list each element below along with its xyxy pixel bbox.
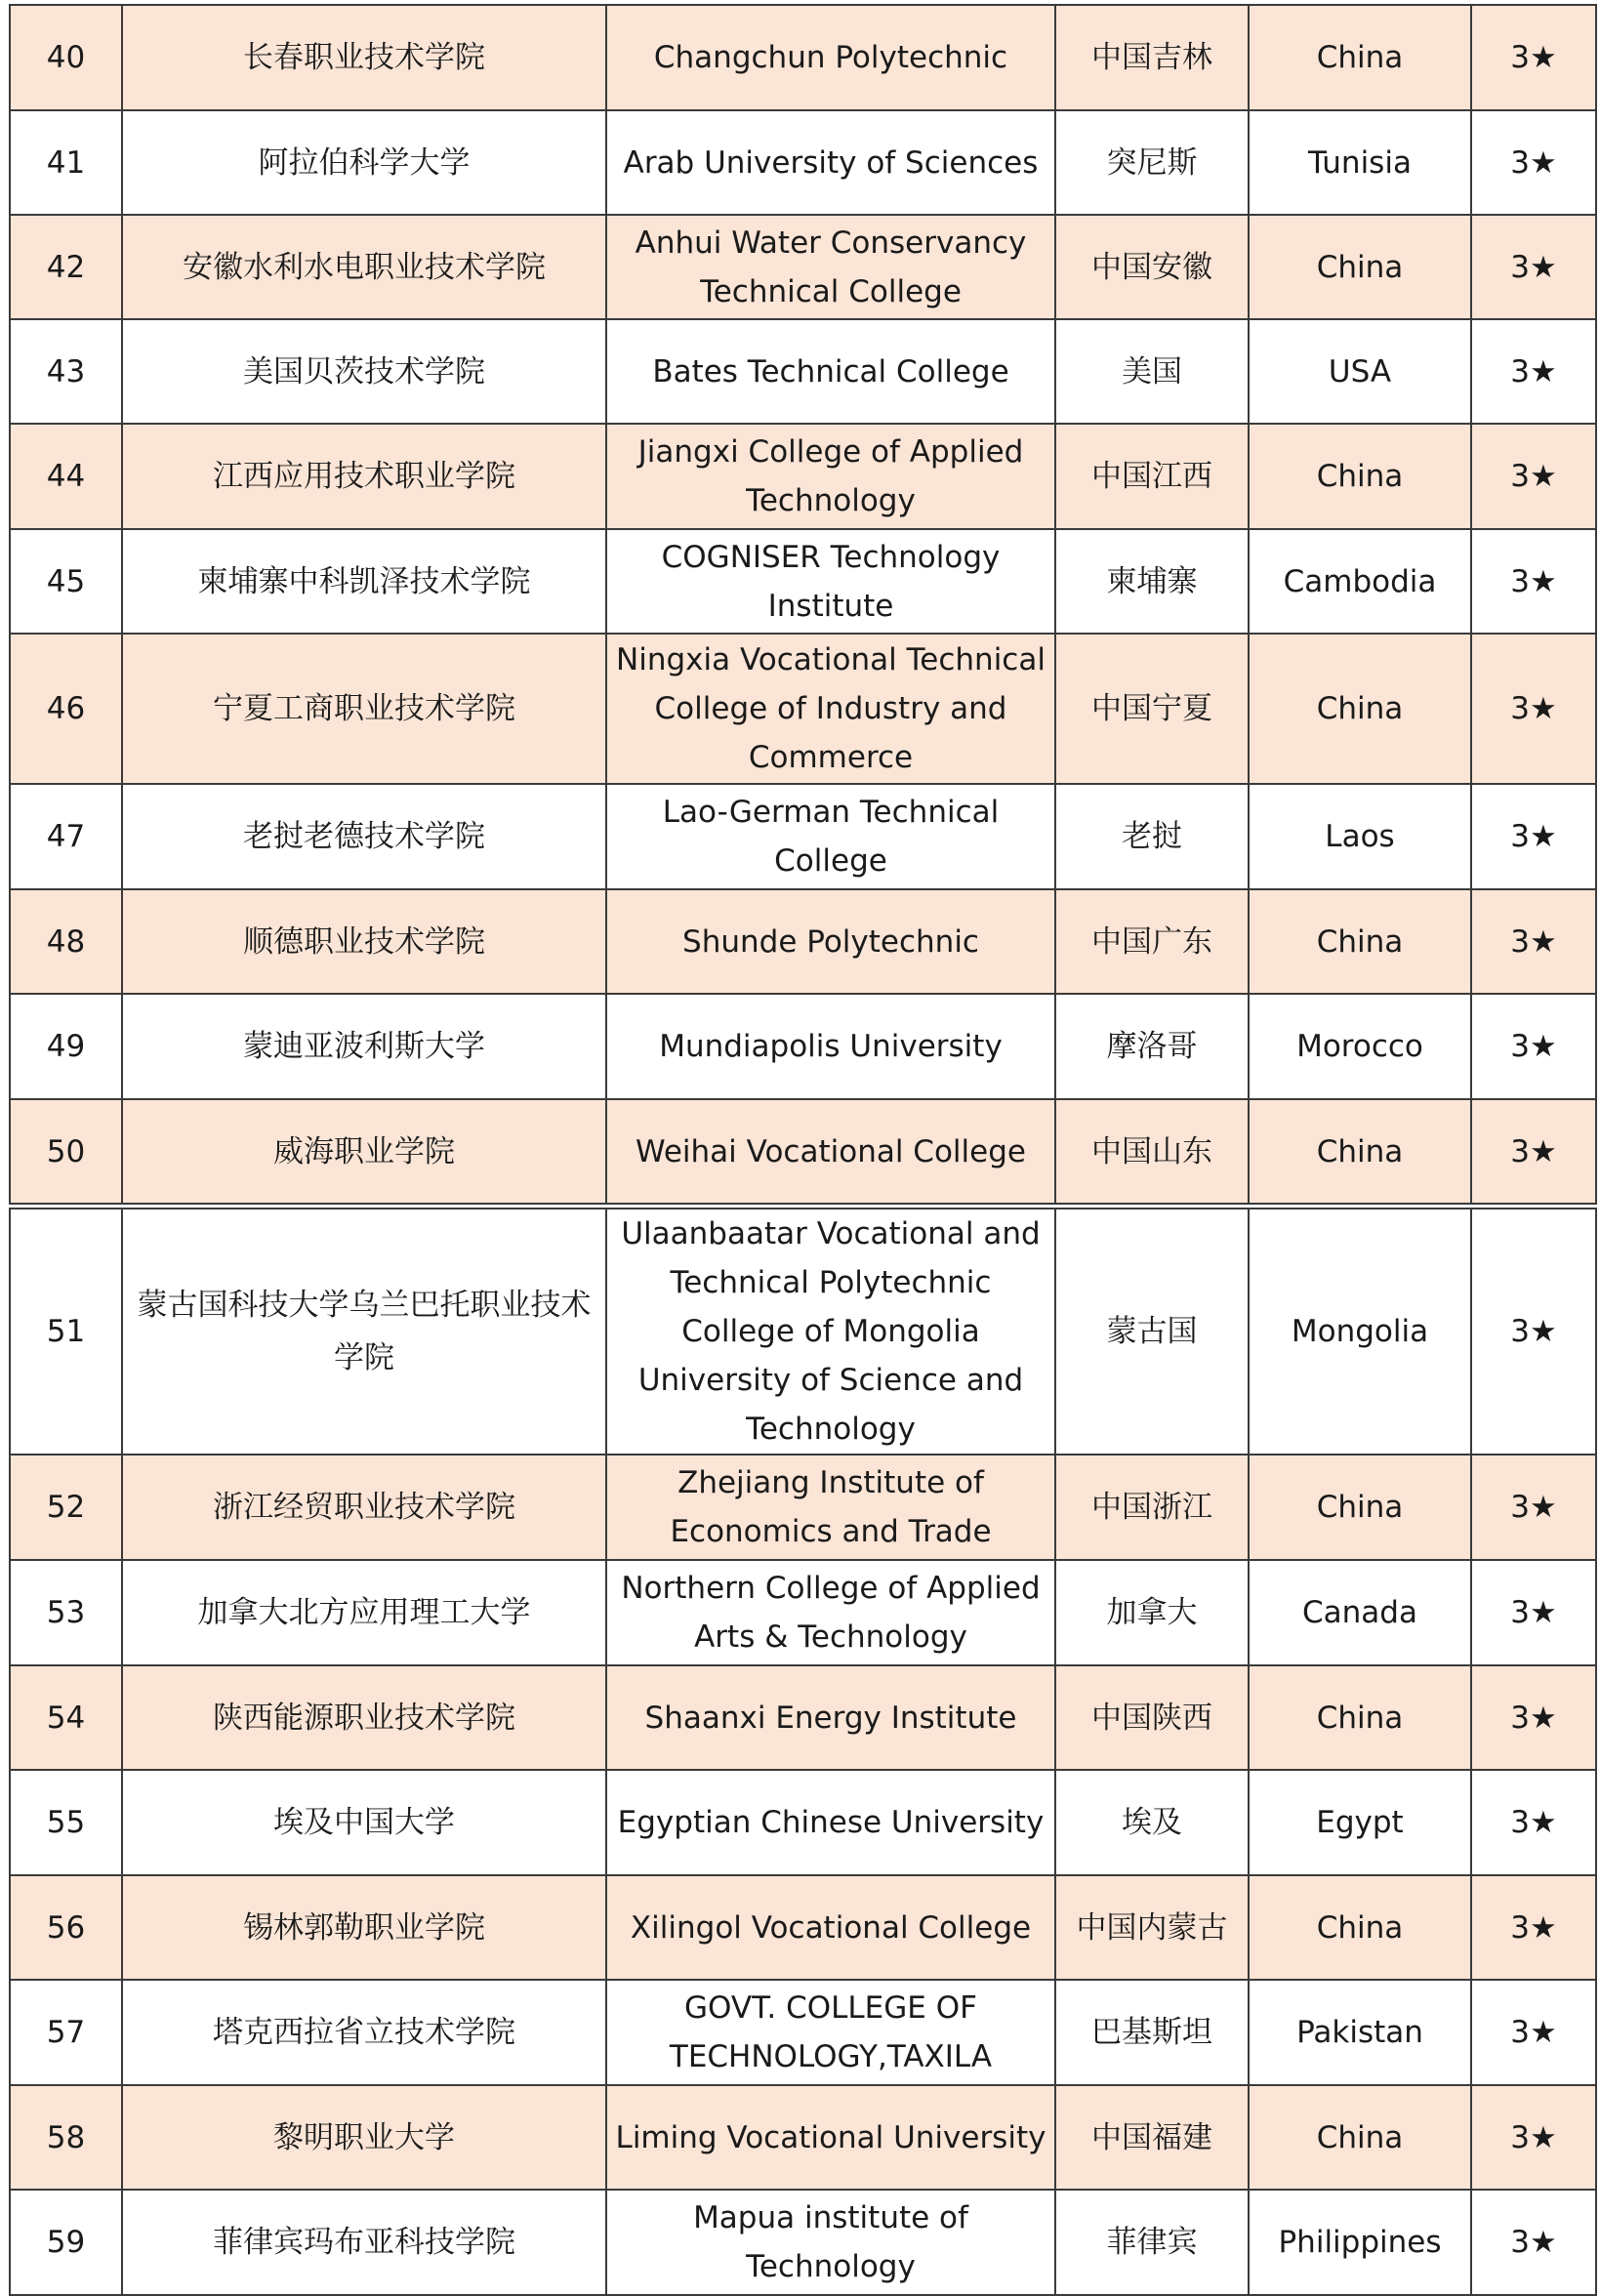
english-name-cell: Mundiapolis University [606,994,1055,1099]
rank-cell: 54 [10,1665,122,1770]
country-cell: Philippines [1249,2190,1471,2295]
country-cell: China [1249,2085,1471,2190]
country-cell: Morocco [1249,994,1471,1099]
table-row [10,784,1596,889]
english-name-cell: Lao-German Technical College [606,784,1055,889]
chinese-name-cell: 加拿大北方应用理工大学 [122,1560,606,1665]
stars-cell: 3★ [1471,110,1596,215]
stars-cell: 3★ [1471,319,1596,424]
table-row [10,889,1596,994]
chinese-name-cell: 塔克西拉省立技术学院 [122,1980,606,2085]
chinese-name-cell: 蒙古国科技大学乌兰巴托职业技术学院 [122,1209,606,1455]
location-cell: 突尼斯 [1055,110,1249,215]
location-cell: 中国江西 [1055,424,1249,529]
chinese-name-cell: 江西应用技术职业学院 [122,424,606,529]
stars-cell: 3★ [1471,1099,1596,1204]
table-row [10,1099,1596,1204]
chinese-name-cell: 顺德职业技术学院 [122,889,606,994]
location-cell: 中国内蒙古 [1055,1875,1249,1980]
stars-cell: 3★ [1471,529,1596,634]
chinese-name-cell: 柬埔寨中科凯泽技术学院 [122,529,606,634]
rank-cell: 46 [10,634,122,784]
country-cell: China [1249,1099,1471,1204]
table-row [10,424,1596,529]
country-cell: USA [1249,319,1471,424]
stars-cell: 3★ [1471,424,1596,529]
table-row [10,2190,1596,2295]
english-name-cell: Zhejiang Institute of Economics and Trade [606,1455,1055,1560]
ranking-table-body [10,5,1596,1204]
chinese-name-cell: 安徽水利水电职业技术学院 [122,215,606,319]
table-row [10,1980,1596,2085]
location-cell: 中国宁夏 [1055,634,1249,784]
rank-cell: 53 [10,1560,122,1665]
chinese-name-cell: 宁夏工商职业技术学院 [122,634,606,784]
table-row [10,634,1596,784]
location-cell: 中国广东 [1055,889,1249,994]
english-name-cell: Weihai Vocational College [606,1099,1055,1204]
english-name-cell: Northern College of Applied Arts & Technology [606,1560,1055,1665]
english-name-cell: Ningxia Vocational Technical College of Industry and Commerce [606,634,1055,784]
table-row [10,1770,1596,1875]
rank-cell: 44 [10,424,122,529]
stars-cell: 3★ [1471,1209,1596,1455]
table-row [10,994,1596,1099]
english-name-cell: Xilingol Vocational College [606,1875,1055,1980]
stars-cell: 3★ [1471,889,1596,994]
location-cell: 美国 [1055,319,1249,424]
english-name-cell: Anhui Water Conservancy Technical College [606,215,1055,319]
english-name-cell: Jiangxi College of Applied Technology [606,424,1055,529]
rank-cell: 43 [10,319,122,424]
english-name-cell: Arab University of Sciences [606,110,1055,215]
chinese-name-cell: 黎明职业大学 [122,2085,606,2190]
stars-cell: 3★ [1471,5,1596,110]
chinese-name-cell: 美国贝茨技术学院 [122,319,606,424]
location-cell: 柬埔寨 [1055,529,1249,634]
table-row [10,529,1596,634]
country-cell: China [1249,1665,1471,1770]
country-cell: China [1249,1455,1471,1560]
stars-cell: 3★ [1471,1875,1596,1980]
english-name-cell: Ulaanbaatar Vocational and Technical Polytechnic College of Mongolia University of Science and Technology [606,1209,1055,1455]
location-cell: 巴基斯坦 [1055,1980,1249,2085]
rank-cell: 42 [10,215,122,319]
ranking-table-part-1 [9,4,1597,1205]
table-row [10,1455,1596,1560]
location-cell: 摩洛哥 [1055,994,1249,1099]
chinese-name-cell: 埃及中国大学 [122,1770,606,1875]
stars-cell: 3★ [1471,1455,1596,1560]
rank-cell: 52 [10,1455,122,1560]
table-row [10,319,1596,424]
stars-cell: 3★ [1471,215,1596,319]
rank-cell: 55 [10,1770,122,1875]
rank-cell: 49 [10,994,122,1099]
location-cell: 菲律宾 [1055,2190,1249,2295]
rank-cell: 40 [10,5,122,110]
chinese-name-cell: 长春职业技术学院 [122,5,606,110]
stars-cell: 3★ [1471,994,1596,1099]
ranking-table-part-2 [9,1208,1597,2296]
english-name-cell: Changchun Polytechnic [606,5,1055,110]
country-cell: China [1249,5,1471,110]
english-name-cell: GOVT. COLLEGE OF TECHNOLOGY,TAXILA [606,1980,1055,2085]
rank-cell: 50 [10,1099,122,1204]
location-cell: 加拿大 [1055,1560,1249,1665]
country-cell: Laos [1249,784,1471,889]
chinese-name-cell: 锡林郭勒职业学院 [122,1875,606,1980]
table-row [10,1209,1596,1455]
country-cell: Tunisia [1249,110,1471,215]
stars-cell: 3★ [1471,634,1596,784]
english-name-cell: Mapua institute of Technology [606,2190,1055,2295]
english-name-cell: Bates Technical College [606,319,1055,424]
location-cell: 中国陕西 [1055,1665,1249,1770]
location-cell: 埃及 [1055,1770,1249,1875]
location-cell: 中国安徽 [1055,215,1249,319]
rank-cell: 56 [10,1875,122,1980]
rank-cell: 57 [10,1980,122,2085]
country-cell: Mongolia [1249,1209,1471,1455]
table-row [10,110,1596,215]
stars-cell: 3★ [1471,1560,1596,1665]
chinese-name-cell: 老挝老德技术学院 [122,784,606,889]
english-name-cell: Shaanxi Energy Institute [606,1665,1055,1770]
table-row [10,2085,1596,2190]
country-cell: Pakistan [1249,1980,1471,2085]
country-cell: Canada [1249,1560,1471,1665]
rank-cell: 41 [10,110,122,215]
stars-cell: 3★ [1471,2085,1596,2190]
chinese-name-cell: 威海职业学院 [122,1099,606,1204]
location-cell: 蒙古国 [1055,1209,1249,1455]
rank-cell: 48 [10,889,122,994]
rank-cell: 47 [10,784,122,889]
english-name-cell: Shunde Polytechnic [606,889,1055,994]
english-name-cell: COGNISER Technology Institute [606,529,1055,634]
country-cell: China [1249,1875,1471,1980]
table-row [10,1560,1596,1665]
english-name-cell: Liming Vocational University [606,2085,1055,2190]
location-cell: 中国吉林 [1055,5,1249,110]
stars-cell: 3★ [1471,2190,1596,2295]
country-cell: China [1249,424,1471,529]
country-cell: China [1249,215,1471,319]
country-cell: China [1249,634,1471,784]
table-row [10,5,1596,110]
location-cell: 中国山东 [1055,1099,1249,1204]
rank-cell: 58 [10,2085,122,2190]
chinese-name-cell: 浙江经贸职业技术学院 [122,1455,606,1560]
stars-cell: 3★ [1471,1665,1596,1770]
country-cell: China [1249,889,1471,994]
rank-cell: 51 [10,1209,122,1455]
stars-cell: 3★ [1471,1770,1596,1875]
country-cell: Egypt [1249,1770,1471,1875]
location-cell: 老挝 [1055,784,1249,889]
stars-cell: 3★ [1471,1980,1596,2085]
country-cell: Cambodia [1249,529,1471,634]
chinese-name-cell: 蒙迪亚波利斯大学 [122,994,606,1099]
location-cell: 中国福建 [1055,2085,1249,2190]
rank-cell: 59 [10,2190,122,2295]
ranking-table-body [10,1209,1596,2295]
stars-cell: 3★ [1471,784,1596,889]
rank-cell: 45 [10,529,122,634]
chinese-name-cell: 陕西能源职业技术学院 [122,1665,606,1770]
table-row [10,1665,1596,1770]
location-cell: 中国浙江 [1055,1455,1249,1560]
english-name-cell: Egyptian Chinese University [606,1770,1055,1875]
table-row [10,1875,1596,1980]
chinese-name-cell: 菲律宾玛布亚科技学院 [122,2190,606,2295]
table-row [10,215,1596,319]
chinese-name-cell: 阿拉伯科学大学 [122,110,606,215]
